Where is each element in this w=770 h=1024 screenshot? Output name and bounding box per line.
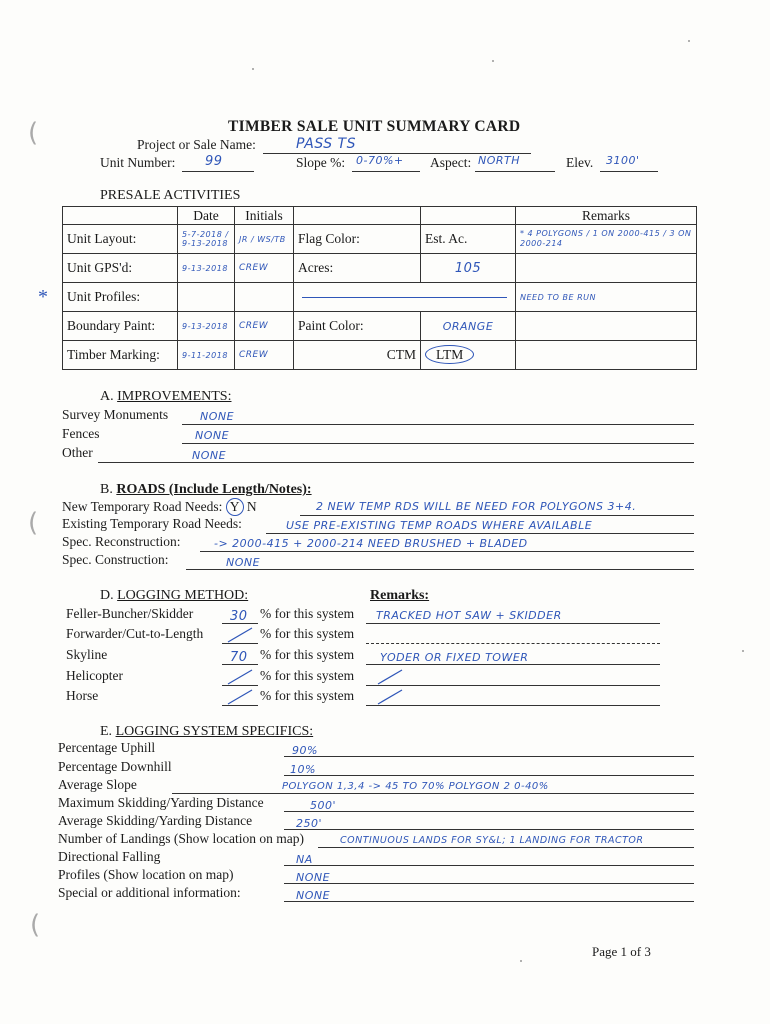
spec-row-line bbox=[284, 756, 694, 757]
spec-row-value: 500' bbox=[310, 799, 337, 812]
row-date: 9-11-2018 bbox=[178, 341, 235, 370]
col-remarks: Remarks bbox=[516, 207, 697, 225]
spec-row-value: NA bbox=[296, 853, 313, 866]
method-row-suffix: % for this system bbox=[260, 688, 355, 703]
reconstruction-value: -> 2000-415 + 2000-214 NEED BRUSHED + BLADED bbox=[214, 537, 528, 550]
elevation-value: 3100' bbox=[606, 154, 640, 167]
method-row-label: Horse bbox=[66, 688, 99, 703]
page-title: TIMBER SALE UNIT SUMMARY CARD bbox=[228, 118, 521, 135]
spec-row-line bbox=[318, 847, 694, 848]
row-value2: ORANGE bbox=[421, 312, 516, 341]
row-initials: CREW bbox=[235, 312, 294, 341]
spec-row-label: Average Skidding/Yarding Distance bbox=[58, 813, 253, 828]
method-row-pct: 70 bbox=[230, 650, 248, 665]
row-date: 9-13-2018 bbox=[178, 312, 235, 341]
row-date: 5-7-2018 / 9-13-2018 bbox=[178, 225, 235, 254]
row-initials: JR / WS/TB bbox=[235, 225, 294, 254]
new-road-yes-circled: Y bbox=[226, 498, 244, 516]
method-row-suffix: % for this system bbox=[260, 626, 355, 641]
row-remarks: * 4 POLYGONS / 1 ON 2000-415 / 3 ON 2000-214 bbox=[516, 225, 697, 254]
elevation-label: Elev. bbox=[566, 155, 594, 170]
presale-star: * bbox=[38, 286, 48, 308]
method-row-label: Skyline bbox=[66, 647, 108, 662]
spec-row-value: NONE bbox=[296, 871, 331, 884]
spec-row-line bbox=[284, 865, 694, 866]
construction-label: Spec. Construction: bbox=[62, 552, 169, 567]
logging-method-title: LOGGING METHOD: bbox=[117, 588, 249, 603]
spec-row-line bbox=[172, 793, 694, 794]
slope-label: Slope %: bbox=[296, 155, 346, 170]
roads-letter: B. bbox=[100, 482, 113, 497]
spec-row-label: Number of Landings (Show location on map) bbox=[58, 831, 304, 846]
row-label: Unit Profiles: bbox=[63, 283, 178, 312]
other-label: Other bbox=[62, 445, 93, 460]
method-row-label: Forwarder/Cut-to-Length bbox=[66, 626, 204, 641]
row-remarks: NEED TO BE RUN bbox=[516, 283, 697, 312]
spec-row-label: Average Slope bbox=[58, 777, 137, 792]
scan-mark-left-bottom: ( bbox=[30, 910, 41, 940]
survey-monuments-value: NONE bbox=[200, 410, 235, 423]
specifics-heading bbox=[100, 724, 313, 740]
specifics-title: LOGGING SYSTEM SPECIFICS: bbox=[115, 724, 314, 739]
new-road-no: N bbox=[246, 499, 257, 514]
survey-monuments-label: Survey Monuments bbox=[62, 407, 169, 422]
roads-title: ROADS (Include Length/Notes): bbox=[116, 482, 312, 497]
spec-row-label: Maximum Skidding/Yarding Distance bbox=[58, 795, 264, 810]
improvements-letter: A. bbox=[100, 389, 114, 404]
method-row-remark: YODER OR FIXED TOWER bbox=[380, 651, 529, 664]
row-field: Acres: bbox=[294, 254, 421, 283]
page-number: Page 1 of 3 bbox=[592, 944, 651, 959]
method-row-label: Feller-Buncher/Skidder bbox=[66, 606, 194, 621]
row-label: Boundary Paint: bbox=[63, 312, 178, 341]
method-row-suffix: % for this system bbox=[260, 606, 355, 621]
spec-row-label: Percentage Downhill bbox=[58, 759, 172, 774]
logging-method-letter: D. bbox=[100, 588, 114, 603]
method-row-suffix: % for this system bbox=[260, 668, 355, 683]
scan-mark-left-mid: ( bbox=[28, 508, 39, 538]
row-field: Paint Color: bbox=[294, 312, 421, 341]
scan-mark-left-top: ( bbox=[28, 118, 39, 148]
col-initials: Initials bbox=[235, 207, 294, 225]
existing-road-value: USE PRE-EXISTING TEMP ROADS WHERE AVAILABLE bbox=[286, 519, 593, 532]
row-label: Timber Marking: bbox=[63, 341, 178, 370]
fences-value: NONE bbox=[195, 429, 230, 442]
specifics-letter: E. bbox=[100, 724, 113, 739]
existing-road-label: Existing Temporary Road Needs: bbox=[62, 516, 242, 531]
fences-label: Fences bbox=[62, 426, 100, 441]
spec-row-label: Special or additional information: bbox=[58, 885, 241, 900]
presale-heading: PRESALE ACTIVITIES bbox=[100, 188, 241, 203]
other-value: NONE bbox=[192, 449, 227, 462]
spec-row-value: CONTINUOUS LANDS FOR SY&L; 1 LANDING FOR TRACTOR bbox=[340, 835, 644, 846]
row-initials: CREW bbox=[235, 341, 294, 370]
spec-row-label: Profiles (Show location on map) bbox=[58, 867, 234, 882]
spec-row-line bbox=[284, 775, 694, 776]
row-label: Unit Layout: bbox=[63, 225, 178, 254]
row-field2: Est. Ac. bbox=[421, 225, 516, 254]
spec-row-line bbox=[284, 811, 694, 812]
project-value: PASS TS bbox=[296, 136, 356, 152]
col-date: Date bbox=[178, 207, 235, 225]
unit-number-value: 99 bbox=[205, 154, 223, 169]
row-field: Flag Color: bbox=[294, 225, 421, 254]
method-row-label: Helicopter bbox=[66, 668, 123, 683]
slope-value: 0-70%+ bbox=[356, 154, 404, 167]
spec-row-value: 250' bbox=[296, 817, 323, 830]
row-ctm: CTM bbox=[294, 341, 421, 370]
row-label: Unit GPS'd: bbox=[63, 254, 178, 283]
spec-row-value: 90% bbox=[292, 744, 318, 757]
spec-row-label: Percentage Uphill bbox=[58, 740, 156, 755]
row-date: 9-13-2018 bbox=[178, 254, 235, 283]
new-road-value: 2 NEW TEMP RDS WILL BE NEED FOR POLYGONS 3+4. bbox=[316, 500, 637, 513]
method-row-suffix: % for this system bbox=[260, 647, 355, 662]
spec-row-line bbox=[284, 883, 694, 884]
spec-row-value: NONE bbox=[296, 889, 331, 902]
improvements-title: IMPROVEMENTS: bbox=[117, 389, 232, 404]
spec-row-value: 10% bbox=[290, 763, 316, 776]
aspect-label: Aspect: bbox=[430, 155, 472, 170]
logging-remarks-title: Remarks: bbox=[370, 588, 430, 603]
unit-number-label: Unit Number: bbox=[100, 155, 176, 170]
new-road-label-text: New Temporary Road Needs: bbox=[62, 499, 223, 514]
method-row-pct: 30 bbox=[230, 609, 248, 624]
spec-row-value: POLYGON 1,3,4 -> 45 TO 70% POLYGON 2 0-40% bbox=[282, 781, 549, 792]
row-value2: 105 bbox=[421, 254, 516, 283]
aspect-value: NORTH bbox=[478, 154, 521, 167]
method-row-remark: TRACKED HOT SAW + SKIDDER bbox=[376, 609, 562, 622]
row-initials: CREW bbox=[235, 254, 294, 283]
spec-row-label: Directional Falling bbox=[58, 849, 161, 864]
reconstruction-label: Spec. Reconstruction: bbox=[62, 534, 181, 549]
spec-row-line bbox=[284, 901, 694, 902]
spec-row-line bbox=[284, 829, 694, 830]
project-label: Project or Sale Name: bbox=[137, 137, 256, 152]
ltm-circled: LTM bbox=[425, 345, 474, 364]
construction-value: NONE bbox=[226, 556, 261, 569]
